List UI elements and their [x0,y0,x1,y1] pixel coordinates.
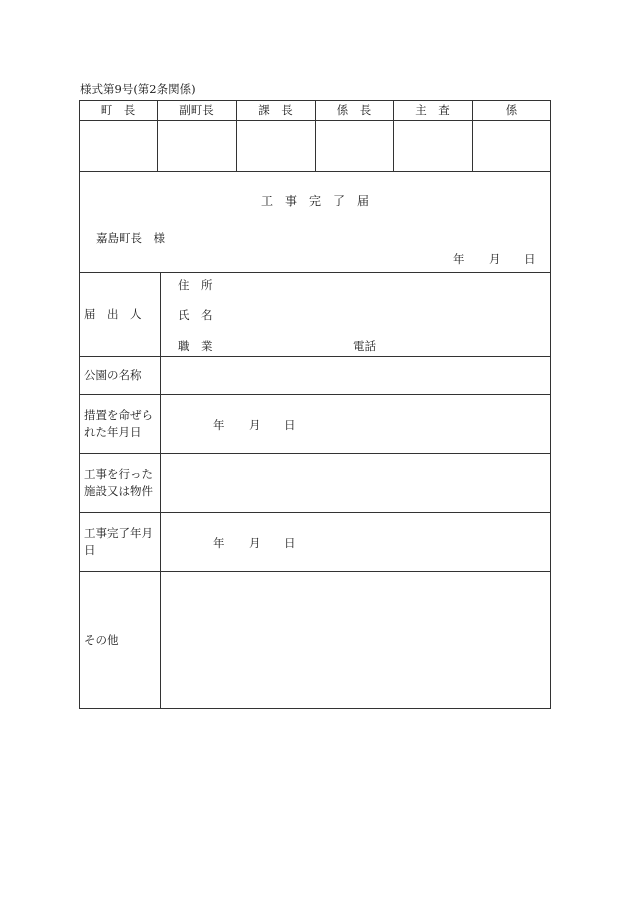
divider [79,171,551,172]
completion-date-label-line1: 工事完了年月 [84,526,153,540]
completion-date-month: 月 [249,536,261,550]
facility-field[interactable] [161,454,550,511]
applicant-label: 届 出 人 [84,307,142,321]
phone-label: 電話 [353,339,376,353]
approval-stamp-cell-subsection-chief[interactable] [316,121,392,170]
park-name-field[interactable] [161,357,550,393]
occupation-field[interactable] [230,331,345,354]
approval-header-mayor: 町 長 [100,103,136,117]
approval-header-staff: 係 [505,103,518,117]
measure-date-year: 年 [213,418,225,432]
name-field[interactable] [230,302,548,326]
measure-date-month: 月 [249,418,261,432]
date-year-label: 年 [453,252,465,266]
completion-date-year: 年 [213,536,225,550]
date-month-label: 月 [489,252,501,266]
facility-label-line1: 工事を行った [84,467,153,481]
completion-date-label-line2: 日 [84,543,96,557]
divider [79,272,551,273]
measure-date-label-line2: れた年月日 [84,425,142,439]
measure-date-label-line1: 措置を命ぜら [84,408,153,422]
phone-field[interactable] [385,331,548,354]
address-field[interactable] [230,274,548,298]
divider [79,394,551,395]
facility-label-line2: 施設又は物件 [84,484,153,498]
approval-header-deputy-mayor: 副町長 [179,103,214,117]
form-id: 様式第9号(第2条関係) [80,82,196,96]
divider [79,512,551,513]
measure-date-day: 日 [284,418,296,432]
form-title: 工 事 完 了 届 [260,194,369,208]
occupation-label: 職 業 [178,339,213,353]
completion-date-day: 日 [284,536,296,550]
measure-date-label [84,407,153,441]
approval-stamp-cell-mayor[interactable] [80,121,156,170]
approval-stamp-cell-chief-inspector[interactable] [394,121,471,170]
completion-date-label [84,525,153,559]
approval-header-subsection-chief: 係 長 [336,103,372,117]
approval-stamp-cell-staff[interactable] [473,121,550,170]
date-day-label: 日 [524,252,536,266]
approval-header-section-chief: 課 長 [258,103,293,117]
other-field[interactable] [161,572,550,708]
approval-stamp-cell-deputy-mayor[interactable] [158,121,235,170]
approval-stamp-cell-section-chief[interactable] [237,121,314,170]
address-label: 住 所 [178,278,213,292]
addressee: 嘉島町長 様 [96,231,165,245]
other-label: その他 [84,633,119,647]
park-name-label: 公園の名称 [84,368,142,382]
facility-label [84,466,153,500]
name-label: 氏 名 [178,308,213,322]
approval-header-chief-inspector: 主 査 [415,103,450,117]
